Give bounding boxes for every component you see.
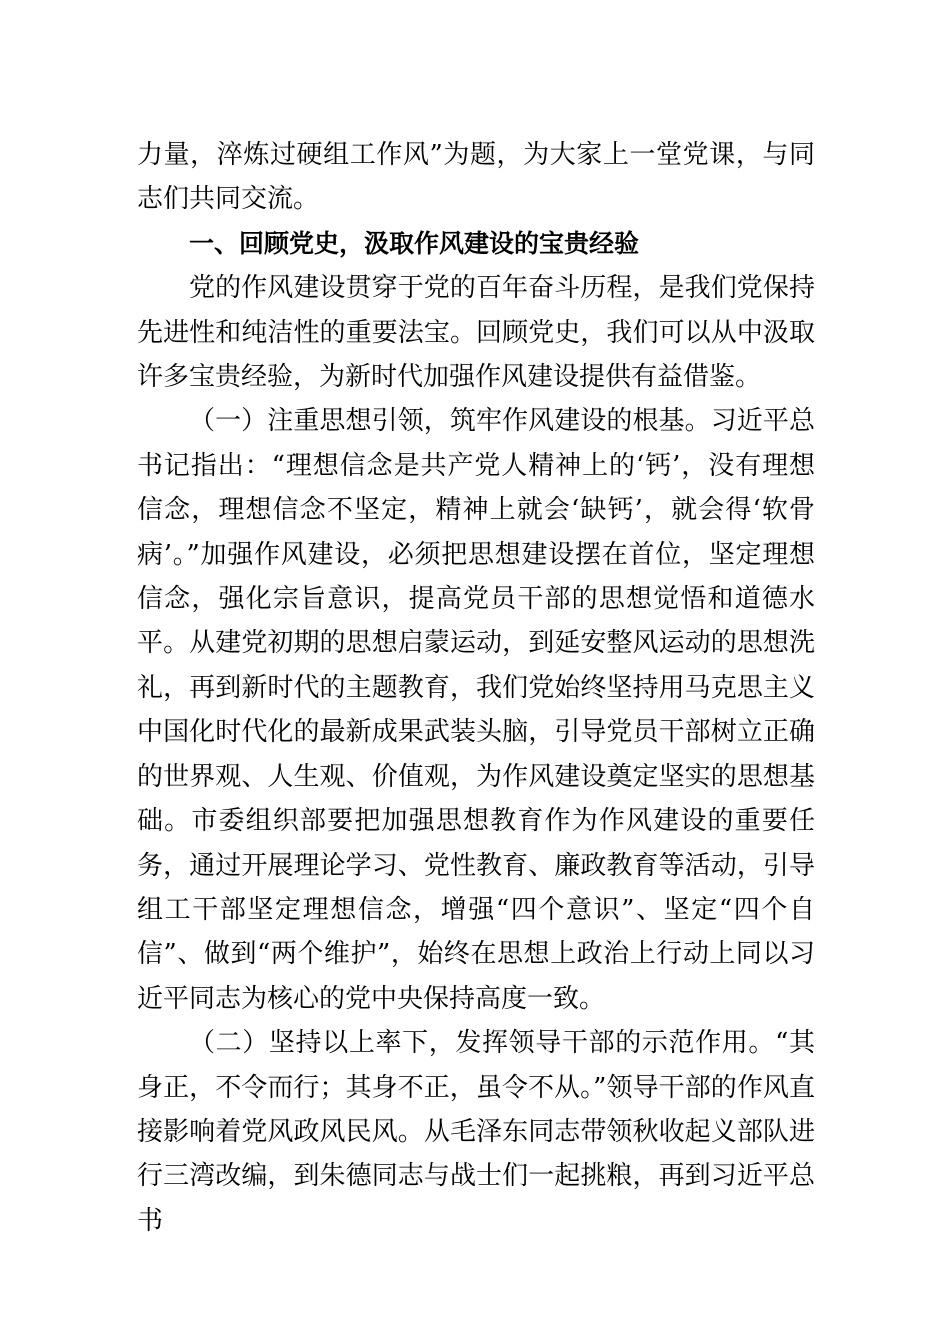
paragraph-intro: 党的作风建设贯穿于党的百年奋斗历程，是我们党保持先进性和纯洁性的重要法宝。回顾党史，我们可以从中汲取许多宝贵经验，为新时代加强作风建设提供有益借鉴。 — [137, 273, 815, 393]
paragraph-point-one: （一）注重思想引领，筑牢作风建设的根基。习近平总书记指出：“理想信念是共产党人精神上的‘钙’，没有理想信念，理想信念不坚定，精神上就会‘缺钙’，就会得‘软骨病’。”加强作风建设，必须把思想建设摆在首位，坚定理想信念，强化宗旨意识，提高党员干部的思想觉悟和道德水平。从建党初期的思想启蒙运动，到延安整风运动的思想洗礼，再到新时代的主题教育，我们党始终坚持用马克思主义中国化时代化的最新成果武装头脑，引导党员干部树立正确的世界观、人生观、价值观，为作风建设奠定坚实的思想基础。市委组织部要把加强思想教育作为作风建设的重要任务，通过开展理论学习、党性教育、廉政教育等活动，引导组工干部坚定理想信念，增强“四个意识”、坚定“四个自信”、做到“两个维护”，始终在思想上政治上行动上同以习近平同志为核心的党中央保持高度一致。 — [137, 406, 815, 1014]
paragraph-continuation: 力量，淬炼过硬组工作风”为题，为大家上一堂党课，与同志们共同交流。 — [137, 140, 815, 215]
section-heading: 一、回顾党史，汲取作风建设的宝贵经验 — [189, 228, 640, 258]
document-body — [137, 133, 815, 1243]
paragraph-point-two: （二）坚持以上率下，发挥领导干部的示范作用。“其身正，不令而行；其身不正，虽令不从。”领导干部的作风直接影响着党风政风民风。从毛泽东同志带领秋收起义部队进行三湾改编，到朱德同志与战士们一起挑粮，再到习近平总书 — [137, 1028, 815, 1236]
